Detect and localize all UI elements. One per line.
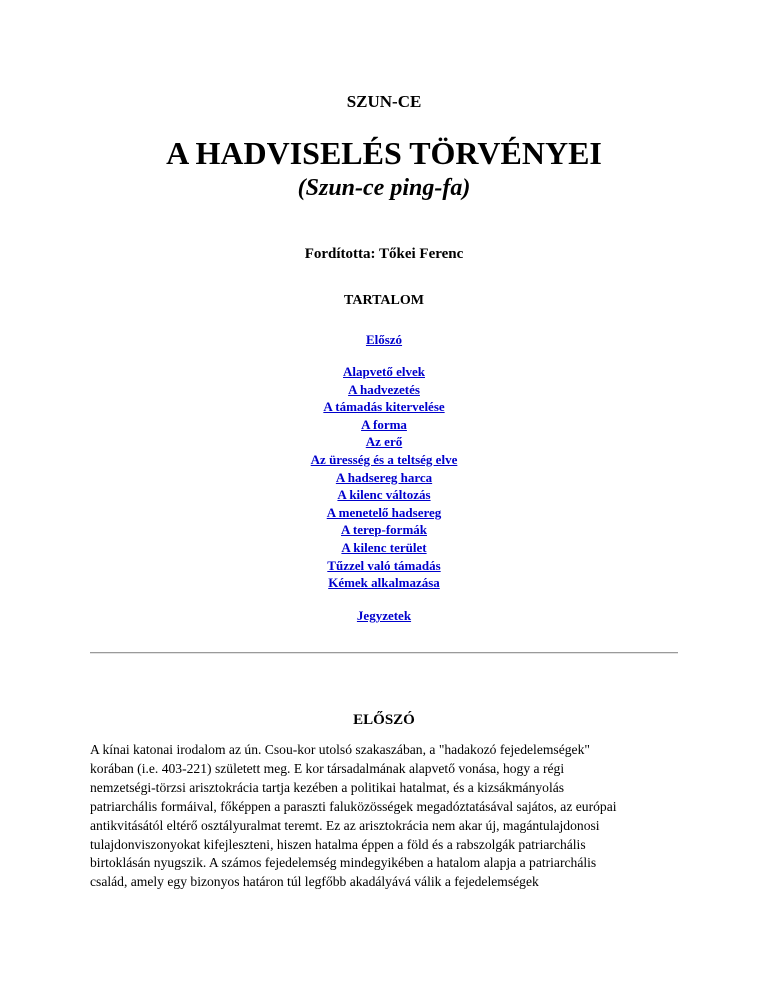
page-subtitle: (Szun-ce ping-fa) bbox=[297, 175, 471, 201]
paragraph-line: tulajdonviszonyokat kifejleszteni, hiszen hatalma éppen a föld és a rabszolgák patriarchális bbox=[90, 836, 586, 852]
paragraph-line: antikvitásától eltérő osztályuralmat teremt. Ez az arisztokrácia nem akar új, magántulajdonosi bbox=[90, 817, 600, 833]
toc-entry-preface bbox=[0, 331, 768, 349]
toc-entry bbox=[0, 539, 768, 557]
toc-entry bbox=[0, 469, 768, 487]
toc-link[interactable]: A terep-formák bbox=[340, 522, 428, 538]
page-title: A HADVISELÉS TÖRVÉNYEI bbox=[166, 135, 602, 171]
toc-link[interactable]: A menetelő hadsereg bbox=[326, 504, 442, 520]
preface-paragraph bbox=[90, 741, 690, 892]
author-name: SZUN-CE bbox=[346, 92, 422, 111]
paragraph-line: birtoklásán nyugszik. A számos fejedelemség mindegyikében a hatalom alapja a patriarchális bbox=[90, 855, 597, 871]
toc-entry bbox=[0, 521, 768, 539]
toc-entry bbox=[0, 574, 768, 592]
toc-link[interactable]: A támadás kitervelése bbox=[323, 399, 445, 415]
toc-link[interactable]: A hadvezetés bbox=[348, 381, 420, 397]
toc-link[interactable]: A kilenc terület bbox=[341, 539, 427, 555]
paragraph-line: nemzetségi-törzsi arisztokrácia tartja kezében a politikai hatalmat, és a kizsákmányolás bbox=[90, 779, 565, 795]
paragraph-line: család, amely egy bizonyos határon túl legfőbb akadályává válik a fejedelemségek bbox=[90, 874, 539, 890]
toc-entry bbox=[0, 451, 768, 469]
toc-link[interactable]: A hadsereg harca bbox=[335, 469, 433, 485]
toc-entry bbox=[0, 363, 768, 381]
toc-link[interactable]: A kilenc változás bbox=[337, 487, 431, 503]
toc-link[interactable]: Az erő bbox=[365, 434, 403, 450]
toc-entry bbox=[0, 398, 768, 416]
toc-chapter-list bbox=[0, 363, 768, 592]
toc-link[interactable]: Kémek alkalmazása bbox=[328, 575, 440, 591]
toc-entry bbox=[0, 486, 768, 504]
toc-entry bbox=[0, 433, 768, 451]
toc-heading: TARTALOM bbox=[344, 293, 424, 308]
toc-link[interactable]: Alapvető elvek bbox=[343, 364, 425, 379]
toc-link[interactable]: Az üresség és a teltség elve bbox=[310, 451, 458, 467]
translator-credit: Fordította: Tőkei Ferenc bbox=[304, 246, 464, 262]
toc-entry-notes bbox=[0, 607, 768, 625]
paragraph-line: korában (i.e. 403-221) született meg. E kor társadalmának alapvető vonása, hogy a régi bbox=[90, 760, 565, 776]
toc-link[interactable]: A forma bbox=[361, 416, 407, 432]
toc-link-preface[interactable]: Előszó bbox=[365, 332, 403, 347]
paragraph-line: patriarchális formáival, főképpen a paraszti faluközösségek megadóztatásával sajátos, az európai bbox=[90, 798, 617, 814]
toc-link[interactable]: Tűzzel való támadás bbox=[327, 557, 441, 573]
horizontal-divider bbox=[90, 652, 678, 654]
toc-entry bbox=[0, 504, 768, 522]
paragraph-line: A kínai katonai irodalom az ún. Csou-kor utolsó szakaszában, a "hadakozó fejedelemségek" bbox=[90, 742, 590, 757]
toc-entry bbox=[0, 416, 768, 434]
toc-entry bbox=[0, 381, 768, 399]
toc-link-notes[interactable]: Jegyzetek bbox=[356, 608, 412, 623]
toc-entry bbox=[0, 557, 768, 575]
preface-heading: ELŐSZÓ bbox=[353, 712, 415, 728]
